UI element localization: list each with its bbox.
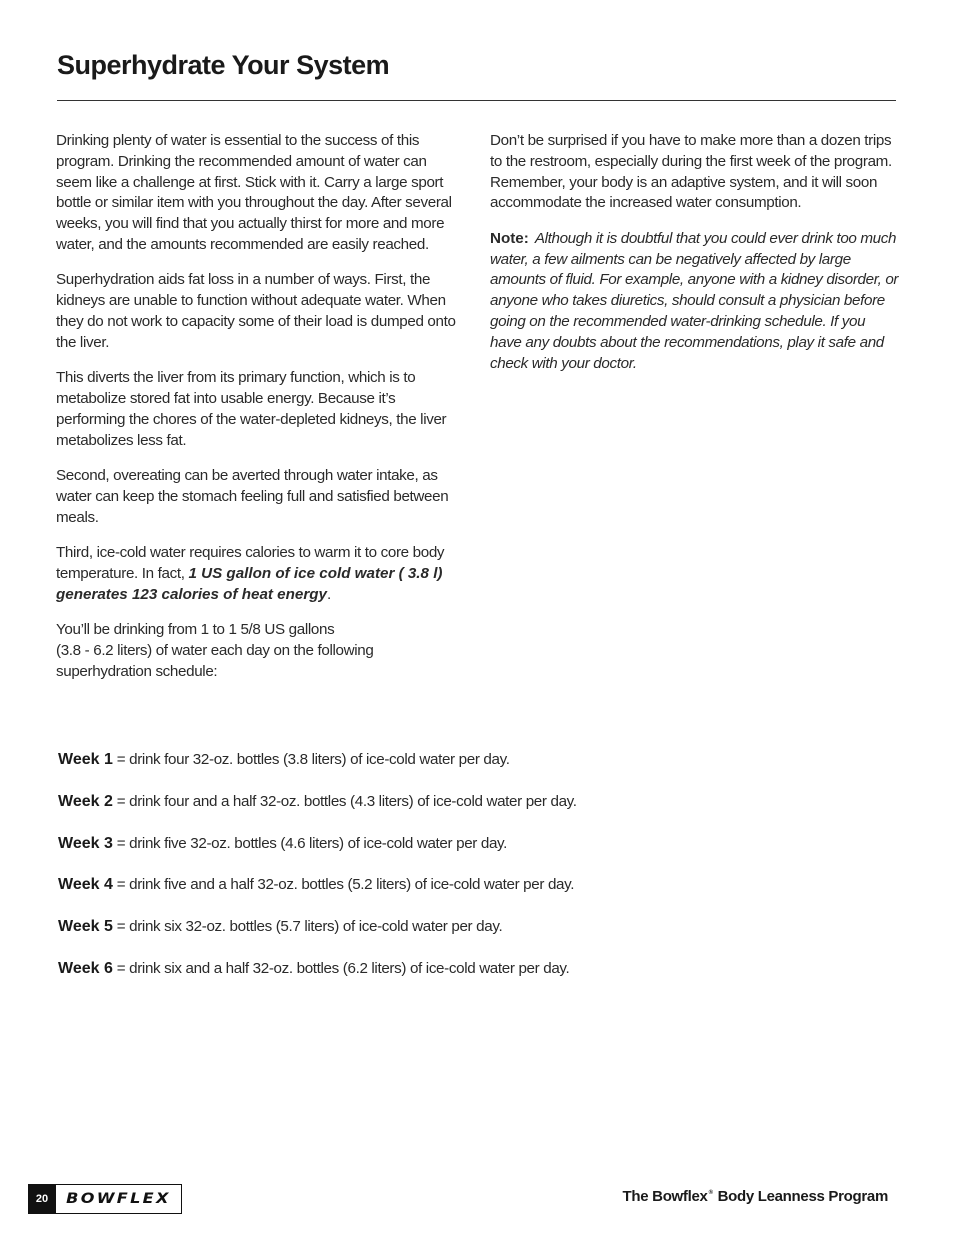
paragraph: Drinking plenty of water is essential to the success of this program. Drinking the recommended amount of water can seem like a challenge at first. Stick with it. Carry a large sport bottle or similar item with you throughout the day. After several weeks, you will find that you actually thirst for more and more water, and the amounts recommended are easily reached. xyxy=(56,132,452,253)
paragraph: Superhydration aids fat loss in a number of ways. First, the kidneys are unable to function without adequate water. When they do not work to capacity some of their load is dumped onto the liver. xyxy=(56,271,456,351)
schedule-row-week-1 xyxy=(58,749,858,791)
footer-program-title xyxy=(623,1188,888,1205)
paragraph: Don’t be surprised if you have to make more than a dozen trips to the restroom, especially during the first week of the program. Remember, your body is an adaptive system, and it will soon accommodate the increased water consumption. xyxy=(490,132,892,212)
paragraph-calorie-fact xyxy=(56,543,466,605)
program-name: Body Leanness Program xyxy=(713,1188,888,1205)
bowflex-logo xyxy=(56,1184,182,1214)
paragraph-gallons xyxy=(56,620,466,682)
week-label: Week 4 xyxy=(58,876,113,894)
title-divider xyxy=(57,100,896,101)
logo-wordmark: BOWFLEX xyxy=(66,1191,171,1207)
schedule-row-week-4 xyxy=(58,874,858,916)
paragraph: Second, overeating can be averted through water intake, as water can keep the stomach feeling full and satisfied between meals. xyxy=(56,466,449,526)
footer-brand-block xyxy=(28,1184,182,1214)
week-instruction: = drink five 32-oz. bottles (4.6 liters) of ice-cold water per day. xyxy=(116,834,508,852)
note-label: Note: xyxy=(490,229,529,247)
week-label: Week 1 xyxy=(58,751,113,768)
paragraph-line: (3.8 - 6.2 liters) of water each day on the following superhydration schedule: xyxy=(56,641,374,680)
note-text: Although it is doubtful that you could ever drink too much water, a few ailments can be negatively affected by large amounts of fluid. For example, anyone with a kidney disorder, or anyone who takes diuretics, should consult a physician before going on the recommended water-drinking schedule. If you have any doubts about the recommendations, play it safe and check with your doctor. xyxy=(490,229,899,372)
schedule-row-week-2 xyxy=(58,791,858,833)
week-instruction: = drink five and a half 32-oz. bottles (5.2 liters) of ice-cold water per day. xyxy=(116,876,575,894)
schedule-row-week-5 xyxy=(58,916,858,958)
page-title: Superhydrate Your System xyxy=(57,50,390,80)
week-label: Week 3 xyxy=(58,834,113,852)
schedule-row-week-6 xyxy=(58,958,858,1000)
week-instruction: = drink six 32-oz. bottles (5.7 liters) of ice-cold water per day. xyxy=(116,918,503,936)
registered-mark: ® xyxy=(708,1190,713,1196)
calorie-fact-emphasis: 1 US gallon of ice cold water ( 3.8 l) generates 123 calories of heat energy xyxy=(56,564,443,603)
week-label: Week 2 xyxy=(58,792,113,810)
right-column xyxy=(490,131,900,389)
paragraph-line: You’ll be drinking from 1 to 1 5/8 US gallons xyxy=(56,620,335,638)
paragraph: This diverts the liver from its primary function, which is to metabolize stored fat into usable energy. Because it’s performing the chores of the water-depleted kidneys, the liver metabolizes less fat. xyxy=(56,369,447,449)
page-number: 20 xyxy=(28,1184,56,1214)
hydration-schedule xyxy=(58,749,858,1000)
week-instruction: = drink four 32-oz. bottles (3.8 liters) of ice-cold water per day. xyxy=(116,751,510,768)
week-instruction: = drink six and a half 32-oz. bottles (6.2 liters) of ice-cold water per day. xyxy=(116,959,570,977)
paragraph-text: . xyxy=(326,585,331,603)
brand-name: The Bowflex xyxy=(622,1188,708,1205)
paragraph-text: Third, ice-cold water requires calories to warm it to core body temperature. In fact, xyxy=(56,543,445,582)
note-paragraph xyxy=(490,229,900,375)
schedule-row-week-3 xyxy=(58,833,858,875)
left-column xyxy=(56,131,466,697)
week-label: Week 5 xyxy=(58,918,113,936)
week-instruction: = drink four and a half 32-oz. bottles (4.3 liters) of ice-cold water per day. xyxy=(116,792,577,810)
week-label: Week 6 xyxy=(58,959,113,977)
